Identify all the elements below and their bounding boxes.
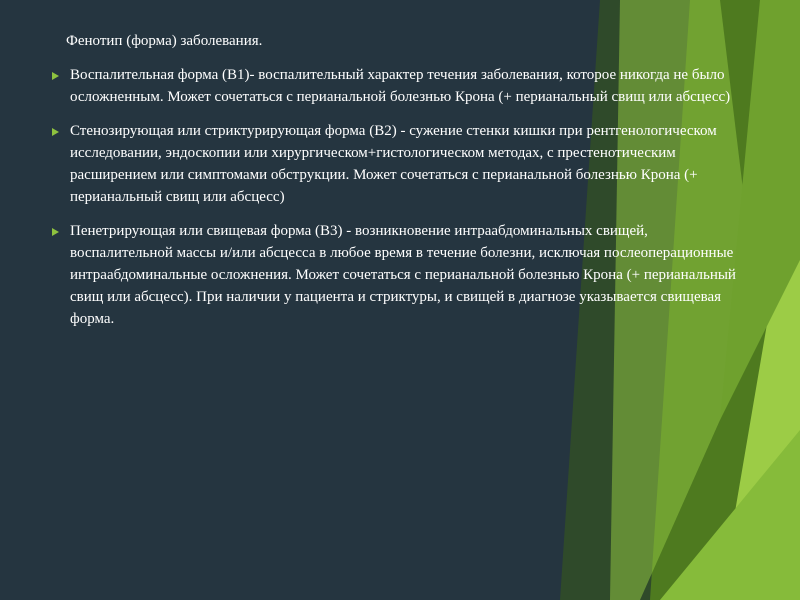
triangle-right-icon xyxy=(52,72,59,80)
bullet-list xyxy=(48,64,738,330)
list-item-text: Пенетрирующая или свищевая форма (B3) - возникновение интраабдоминальных свищей, воспалительной массы и/или абсцесса в любое время в течение болезни, исключая послеоперационные интраабдоминальные осложнения. Может сочетаться с перианальной болезнью Крона (+ перианальный свищ или абсцесс). При наличии у пациента и стриктуры, и свищей в диагнозе указывается свищевая форма. xyxy=(70,223,736,327)
list-item xyxy=(48,64,738,108)
list-item xyxy=(48,220,738,330)
triangle-right-icon xyxy=(52,228,59,236)
triangle-right-icon xyxy=(52,128,59,136)
list-item-text: Стенозирующая или стриктурирующая форма (B2) - сужение стенки кишки при рентгенологическом исследовании, эндоскопии или хирургическом+гистологическом методах, с престенотическим расширением или симптомами обструкции. Может сочетаться с перианальной болезнью Крона (+ перианальный свищ или абсцесс) xyxy=(70,123,717,205)
slide-content xyxy=(48,30,738,342)
list-item-text: Воспалительная форма (B1)- воспалительный характер течения заболевания, которое никогда не было осложненным. Может сочетаться с перианальной болезнью Крона (+ перианальный свищ или абсцесс) xyxy=(70,67,731,105)
slide-heading: Фенотип (форма) заболевания. xyxy=(66,33,263,49)
list-item xyxy=(48,120,738,208)
